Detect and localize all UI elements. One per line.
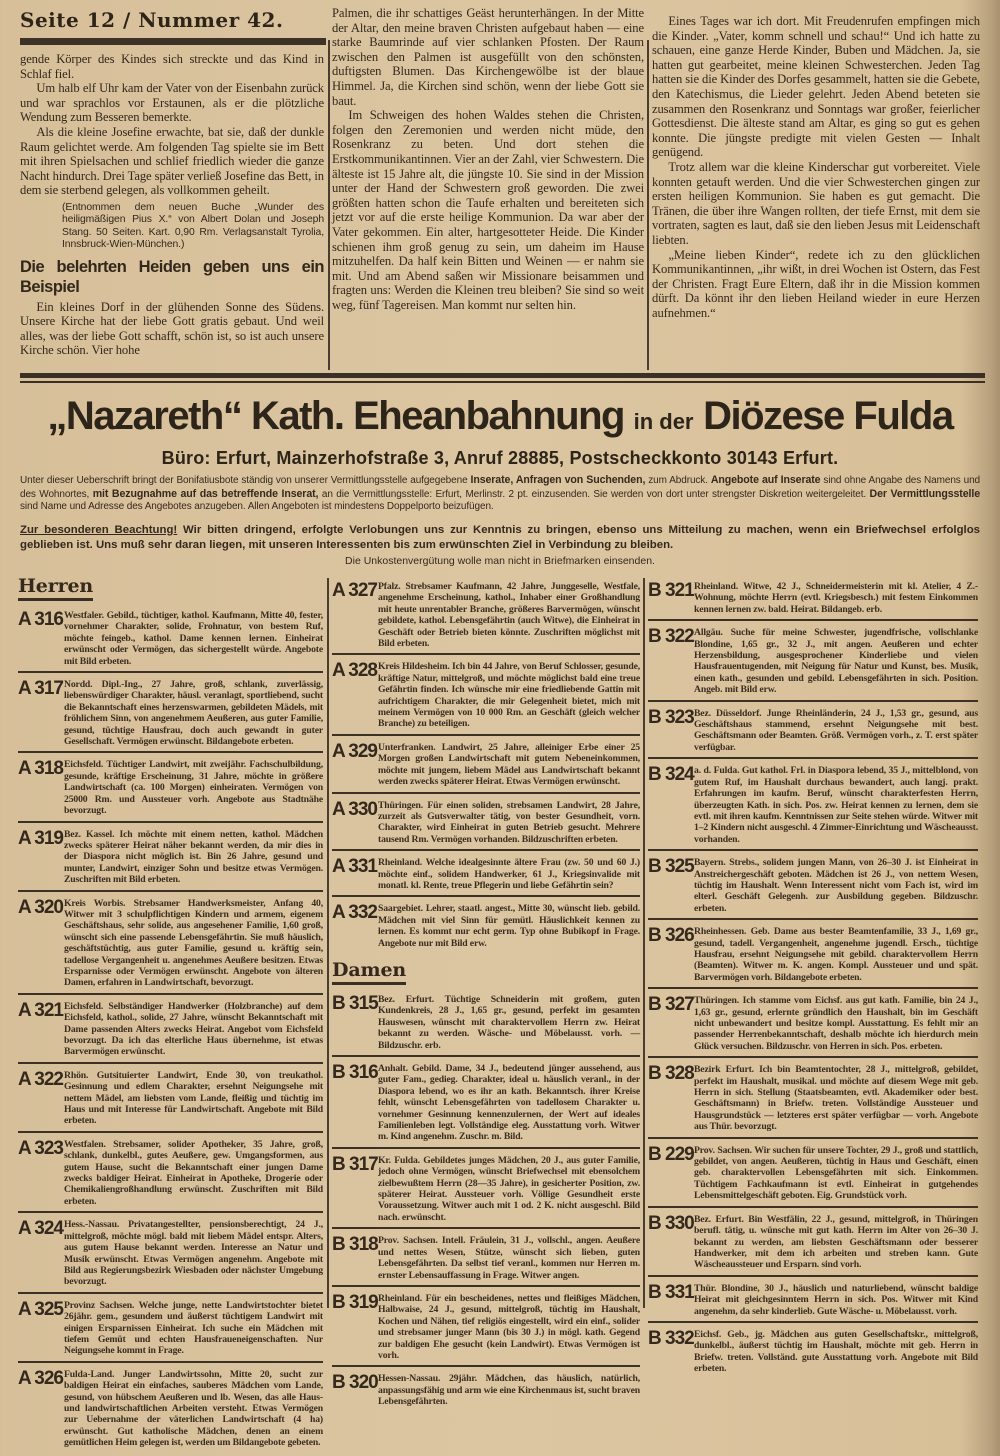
advert-title-main: „Nazareth“ Kath. Eheanbahnung <box>47 394 624 438</box>
advert-intro <box>20 474 980 514</box>
classified-ad <box>332 797 640 852</box>
classified-ad <box>648 1142 978 1208</box>
ad-text: Provinz Sachsen. Welche junge, nette Landwirtstochter bietet 26jähr. gem., gesundem und äußerst tüchtigem Landwirt mit einigen Ersparnissen Einheirat. Ich suche ein Mädchen mit tiefem Gemüt und echten Hausfraueneigenschaften. Nur Neigungsehe kommt in Frage. <box>64 1299 323 1357</box>
intro-text: sind ohne Angabe des Namens und des Wohnortes, <box>20 475 981 500</box>
ad-code: A 318 <box>18 758 63 780</box>
notice-text: Wir bitten dringend, erfolgte Verlobungen uns zur Kenntnis zu bringen, ebenso uns Mitteilung zu machen, wenn ein Briefwechsel erfolglos geblieben ist. Uns muß sehr daran liegen, mit unseren Interessenten bis zum erwünschten Ziel in Verbindung zu bleiben. <box>20 524 981 551</box>
ad-text: Bez. Erfurt. Tüchtige Schneiderin mit großem, guten Kundenkreis, 28 J., 1,65 gr., gesund, perfekt im gesamten Hauswesen, wünscht mit charaktervollem Herrn zw. Heirat bekannt zu werden. Wäsche- und Möbelausst. vorh. — Bildzuschr. erb. <box>378 993 640 1051</box>
ad-text: Bez. Erfurt. Bin Westfälin, 22 J., gesund, mittelgroß, in Thüringen berufl. tätig, u. wünsche mit gut kath. Herrn im Alter von 26–30 J. bekannt zu werden, am liebsten Geschäftsmann oder besserer Handwerker, mit dem ich arbeiten und streben kann. Gute Wäscheaussteuer und Ersparn. sind vorh. <box>694 1213 978 1271</box>
ad-code: B 325 <box>648 856 694 878</box>
ad-code: B 229 <box>648 1143 694 1165</box>
ad-code: A 328 <box>332 660 377 682</box>
ad-text: Prov. Sachsen. Wir suchen für unsere Tochter, 29 J., groß und stattlich, gebildet, von angen. Aeußeren, tüchtig in Haus und Geschäft, einen geb. charaktervollen Lebensgefährten mit sich. Einkommen. Tüchtigem Fachkaufmann ist evtl. Einheirat in gutgehendes Lebensmittelgeschäft geboten. Eig. Grundstück vorh. <box>694 1144 978 1202</box>
ad-text: Eichsfeld. Tüchtiger Landwirt, mit zweijähr. Fachschulbildung, gesunde, kräftige Erscheinung, 31 Jahre, möchte in größere Landwirtschaft (ca. 100 Morgen) einheiraten. Vermögen von 25000 Rm. und Aussteuer vorh. Angebote aus Stadtnähe bevorzugt. <box>64 759 323 817</box>
article-paragraph: Trotz allem war die kleine Kinderschar gut vorbereitet. Viele konnten getauft werden. Und die vier Schwesterchen gingen zur ersten heiligen Kommunion. Sie haben es gut gemacht. Die Tränen, die über ihre Wangen rollten, der tiefe Ernst, mit dem sie vortraten, sagten es laut, daß sie den lieben Jesus mit Leidenschaft liebten. <box>652 159 980 247</box>
ad-text: Eichsf. Geb., jg. Mädchen aus guten Gesellschaftskr., mittelgroß, dunkelbl., äußerst tüchtig im Haushalt, möchte mit geb. Herrn in Briefw. treten. Vollständ. gute Ausstattung vorh. Angebote mit Bild erbeten. <box>694 1328 978 1375</box>
ad-text: Kr. Fulda. Gebildetes junges Mädchen, 20 J., aus guter Familie, jedoch ohne Vermögen, wünscht Briefwechsel mit ebensolchem zielbewußtem Herrn (28—35 Jahre), in gesicherter Position, zw. späterer Heirat. Aussteuer vorh. Völlige Gesundheit erste Voraussetzung. Witwer auch mit 1 od. 2 K. nicht ausgeschl. Bild nach. erwünscht. <box>378 1154 640 1223</box>
classified-ad <box>18 998 323 1064</box>
classified-ad <box>332 1232 640 1287</box>
ad-code: A 327 <box>332 580 377 601</box>
ad-code: B 316 <box>332 1062 378 1083</box>
article-column-3 <box>652 14 980 320</box>
special-notice <box>20 523 980 553</box>
ad-code: B 319 <box>332 1291 378 1313</box>
intro-bold: Der Vermittlungsstelle <box>869 487 980 500</box>
classified-ad <box>648 578 978 621</box>
ads-column-1 <box>18 572 323 1456</box>
office-address: Büro: Erfurt, Mainzerhofstraße 3, Anruf 28885, Postscheckkonto 30143 Erfurt. <box>161 448 839 468</box>
ad-text: Thüringen. Ich stamme vom Eichsf. aus gut kath. Familie, bin 24 J., 1,63 gr., gesund, erlernte gründlich den Haushalt, bin im Geschäft nicht unbewandert und besitze kompl. Ausstattung. Es fehlt mir an passender Herrenbekanntschaft, deshalb möchte ich hierdurch mein Glück versuchen. Bildzuschr. von Herren in sich. Pos. erbeten. <box>694 995 978 1052</box>
classified-ad <box>332 1290 640 1367</box>
ad-text: Westfalen. Strebsamer, solider Apotheker, 35 Jahre, groß, schlank, dunkelbl., gutes Aeußere, gew. Umgangsformen, aus gutem Hause, sucht die Bekanntschaft einer jungen Dame zwecks baldiger Heirat. Einheirat in Apotheke, Drogerie oder Chemikaliengroßhandlung erwünscht. Zuschriften mit Bild erbeten. <box>64 1138 323 1207</box>
ad-text: Rheinland. Witwe, 42 J., Schneidermeisterin mit kl. Atelier, 4 Z.-Wohnung, möchte Herrn (evtl. Kriegsbesch.) mit festem Einkommen kennen lernen zw. bald. Heirat. Bildangeb. erb. <box>694 581 978 615</box>
classified-ad <box>18 1216 323 1293</box>
ad-code: B 315 <box>332 992 378 1014</box>
article-paragraph: Palmen, die ihr schattiges Geäst herunterhängen. In der Mitte der Altar, den meine braven Christen aufgebaut haben — eine starke Baumrinde auf vier schlanken Pfosten. Der Raum zwischen den Palmen ist ausgefüllt von den schönsten, duftigsten Blumen. Das Kirchengewölbe ist der blaue Himmel. Ja, die Kirchen sind schön, wenn der liebe Gott sie baut. <box>332 6 644 108</box>
ad-code: B 323 <box>648 706 694 728</box>
ads-column-2 <box>332 578 640 1415</box>
classified-ad <box>332 1152 640 1229</box>
ad-code: A 322 <box>18 1068 63 1090</box>
classified-ad <box>18 607 323 673</box>
ad-text: Hess.-Nassau. Privatangestellter, pensionsberechtigt, 24 J., mittelgroß, möchte mögl. bald mit liebem Mädel entspr. Alters, aus gutem Hause bekannt werden. Interesse an Natur und Musik erwünscht. Etwas Vermögen angenehm. Angebote mit Bild aus Regierungsbezirk Wiesbaden oder nächster Umgebung bevorzugt. <box>64 1219 323 1288</box>
column-divider <box>328 40 330 370</box>
ad-list <box>332 578 640 953</box>
ad-text: Westfaler. Gebild., tüchtiger, kathol. Kaufmann, Mitte 40, fester, vornehmer Charakter, solide, Frohnatur, von bestem Ruf, möchte feingeb., kathol. Dame kennen lernen. Einheirat erwünscht oder Vermögen, das sichergestellt würde. Angebote mit Bild erbeten. <box>64 610 323 667</box>
ad-text: Bez. Kassel. Ich möchte mit einem netten, kathol. Mädchen zwecks späterer Heirat näher bekannt werden, da mir dies in der Diaspora nicht möglich ist. Bin 26 Jahre, gesund und munter, Landwirt, einziger Sohn und besitze etwas Vermögen. Zuschriften mit Bild erbeten. <box>64 828 323 886</box>
ad-text: Pfalz. Strebsamer Kaufmann, 42 Jahre, Junggeselle, Westfale, angenehme Erscheinung, kathol., Inhaber einer Großhandlung mit heute unrentabler Branche, größeres Barvermögen, wünscht gebildete, kathol. Lebensgefährtin (auch Witwe), die Einheirat in Geschäft oder Betrieb bieten könnte. Zuschriften möglichst mit Bild erbeten. <box>378 581 640 650</box>
ad-code: A 332 <box>332 902 377 924</box>
ad-text: Bezirk Erfurt. Ich bin Beamtentochter, 28 J., mittelgroß, gebildet, perfekt im Haushalt, musikal. und möchte auf diesem Wege mit geb. Herrn in sich. Stellung (Staatsbeamten, evtl. Akademiker oder best. Geschäftsmann) in Briefw. treten. Vollständige Aussteuer und Hausgrundstück — letzteres erst später verfügbar — vorh. Angebote aus Thür. bevorzugt. <box>694 1064 978 1133</box>
classified-ad <box>648 923 978 989</box>
ad-code: B 327 <box>648 994 694 1016</box>
ad-text: Rheinhessen. Geb. Dame aus bester Beamtenfamilie, 33 J., 1,69 gr., gesund, tadell. Vergangenheit, angenehme jugendl. Ersch., tüchtige Hausfrau, ersehnt Neigungsehe mit gebild. charaktervollem Herrn (Beamten). Witwer m. K. angen. Kompl. Aussteuer und und spät. Barvermögen vorh. Bildangebote erbeten. <box>694 926 978 983</box>
ad-text: Bez. Düsseldorf. Junge Rheinländerin, 24 J., 1,53 gr., gesund, aus Geschäftshaus stammend, ersehnt Neigungsehe mit best. Geschäftsmann oder Beamten. Größ. Vermögen vorh., z. T. erst später verfügbar. <box>694 707 978 753</box>
article-column-2 <box>332 6 644 312</box>
article-heading: Die belehrten Heiden geben uns ein Beispiel <box>20 257 324 296</box>
classified-ad <box>648 854 978 920</box>
article-paragraph: Ein kleines Dorf in der glühenden Sonne des Südens. Unsere Kirche hat der liebe Gott gratis gebaut. Und weil alles, was der liebe Gott schafft, schön ist, so ist auch unsere Kirche schön. Vier hohe <box>20 299 324 358</box>
classified-ad <box>648 762 978 851</box>
ad-text: Thür. Blondine, 30 J., häuslich und naturliebend, wünscht baldige Heirat mit gleichgesinntem Herrn in sich. Pos. Witwer mit Kind angenehm, da sehr kinderlieb. Gute Wäsche- u. Möbelausst. vorh. <box>694 1282 978 1317</box>
article-paragraph: Als die kleine Josefine erwachte, bat sie, daß der dunkle Raum gelichtet werde. Am folgenden Tag spielte sie im Bett mit ihren Spielsachen und schlief friedlich wieder die ganze Nacht hindurch. Drei Tage später verließ Josefine das Bett, in dem sie sterbend gelegen, als vollkommen geheilt. <box>20 124 324 198</box>
classified-ad <box>332 739 640 794</box>
section-heading-men: Herren <box>18 574 93 601</box>
article-column-1 <box>20 52 324 358</box>
classified-ad <box>332 900 640 953</box>
classified-ad <box>332 1370 640 1411</box>
article-paragraph: „Meine lieben Kinder“, redete ich zu den glücklichen Kommunikantinnen, „ihr wißt, in drei Wochen ist Ostern, das Fest der Christen. Fragt Eure Eltern, daß ihr in die Mission kommen dürft. Da könnt ihr den lieben Heiland wieder in eure Herzen aufnehmen.“ <box>652 247 980 320</box>
ad-code: B 317 <box>332 1153 378 1175</box>
column-divider <box>643 578 645 1308</box>
ad-text: Nordd. Dipl.-Ing., 27 Jahre, groß, schlank, zuverlässig, liebenswürdiger Charakter, häusl. veranlagt, sportliebend, sucht die Bekanntschaft eines herzenswarmen, gebildeten Mädels, mit fröhlichem Sinn, von angenehmem Aeußeren, aus guter Familie, gesund, tüchtige Hausfrau, doch auch gewandt in guter Gesellschaft. Vermögen erwünscht. Bildangebote erbeten. <box>64 679 323 748</box>
article-paragraph: gende Körper des Kindes sich streckte und das Kind in Schlaf fiel. <box>20 52 324 81</box>
section-rule <box>20 381 985 383</box>
ad-code: B 318 <box>332 1234 378 1256</box>
classified-ad <box>648 1211 978 1277</box>
ad-code: A 321 <box>18 999 63 1021</box>
ad-code: A 316 <box>18 609 63 630</box>
classified-ad <box>18 1136 323 1213</box>
intro-text: Unter dieser Ueberschrift bringt der Bonifatiusbote ständig von unserer Vermittlungsstelle aufgegebene <box>20 475 468 486</box>
intro-bold: Angebote auf Inserate <box>710 474 821 486</box>
intro-bold: Inserate, Anfragen von Suchenden, <box>470 474 646 486</box>
column-divider <box>327 578 329 1308</box>
ad-text: Allgäu. Suche für meine Schwester, jugendfrische, vollschlanke Blondine, 1,65 gr., 32 J., mit angen. Aeußeren und echter Herzensbildung, ausgesprochener Kinderliebe und vielen Hausfrauentugenden, mit Neigung für Natur und Kunst, bes. Musik, einen kath., gesunden und gebild. Lebensgefährten in sich. Position. Angeb. mit Bild erw. <box>694 627 978 696</box>
classified-ad <box>18 895 323 995</box>
classified-ad <box>648 1326 978 1379</box>
advert-title <box>20 386 980 452</box>
classified-ad <box>648 1280 978 1323</box>
ad-text: Thüringen. Für einen soliden, strebsamen Landwirt, 28 Jahre, zurzeit als Gutsverwalter tätig, von bester Gesundheit, vorn. Charakter, wird Einheirat in guten Betrieb gesucht. Mehrere tausend Rm. Vermögen vorhanden. Bildzuschriften erbeten. <box>378 799 640 845</box>
intro-bold: mit Bezugnahme auf das betreffende Inserat, <box>92 487 319 500</box>
page-header: Seite 12 / Nummer 42. <box>20 8 284 32</box>
ad-code: B 326 <box>648 925 694 947</box>
ad-code: B 332 <box>648 1327 694 1349</box>
ad-code: B 328 <box>648 1063 694 1085</box>
ad-code: B 321 <box>648 580 694 601</box>
ad-code: B 324 <box>648 764 694 786</box>
ad-text: Unterfranken. Landwirt, 25 Jahre, alleiniger Erbe einer 25 Morgen großen Landwirtschaft mit gutem Nebeneinkommen, möchte mit jungem, liebem Mädel aus Landwirtschaft bekannt werden zwecks späterer Heirat. Etwas Vermögen erwünscht. <box>378 741 640 788</box>
ad-text: Rhön. Gutsituierter Landwirt, Ende 30, von treukathol. Gesinnung und edlem Charakter, ersehnt Neigungsehe mit nettem Mädel, am liebsten vom Lande, fleißig und tüchtig im Haus und mit Interesse für Landwirtschaft. Angebote mit Bild erbeten. <box>64 1069 323 1127</box>
ad-code: A 330 <box>332 798 377 820</box>
ad-text: Prov. Sachsen. Intell. Fräulein, 31 J., vollschl., angen. Aeußere und nettes Wesen, Stütze, wünscht sich lieben, guten Lebensgefährten. Da selbst tief veranl., kommen nur Herren m. ernster Lebensauffassung in Frage. Witwer angen. <box>378 1235 640 1281</box>
intro-text: sind Name und Adresse des Angebotes anzugeben. Allen Angeboten ist mindestens Doppelporto beizufügen. <box>20 501 494 512</box>
classified-ad <box>18 826 323 892</box>
ad-code: B 330 <box>648 1212 694 1234</box>
intro-text: zum Abdruck. <box>648 475 708 486</box>
article-paragraph: Eines Tages war ich dort. Mit Freudenrufen empfingen mich die Kinder. „Vater, komm schnell und schau!“ Und ich hatte zu schauen, eine ganze Herde Kinder, Buben und Mädchen. Ja, sie hatten gut gearbeitet, meine kleinen Schwesterchen. Jeden Tag hatten sie die Kinder des Dorfes gesammelt, hatten sie die Gebete, den Katechismus, die Lieder gelehrt. Jeden Abend beteten sie zusammen den Rosenkranz und Sonntags war großer, feierlicher Gottesdienst. Die älteste stand am Altar, es ging so gut es gehen konnte. Die jüngste predigte mit vielen Gesten — Inhalt genügend. <box>652 14 980 160</box>
ad-code: B 322 <box>648 626 694 648</box>
ad-text: Bayern. Strebs., solidem jungen Mann, von 26–30 J. ist Einheirat in Anstreichergeschäft geboten. Mädchen ist 26 J., von nettem Wesen, tüchtig im Haushalt. Wenn Interessent nicht vom Fach ist, wird im elterl. Geschäft Gelegenh. zur Ausbildung gegeben. Bildzuschr. erbeten. <box>694 857 978 914</box>
ad-code: A 317 <box>18 678 63 700</box>
ad-list <box>332 991 640 1412</box>
classified-ad <box>18 1366 323 1453</box>
ad-code: A 325 <box>18 1298 63 1320</box>
classified-ad <box>18 1067 323 1133</box>
ad-code: A 323 <box>18 1137 63 1159</box>
column-divider <box>647 40 649 370</box>
ad-text: Saargebiet. Lehrer, staatl. angest., Mitte 30, wünscht lieb. gebild. Mädchen mit viel Sinn für gemütl. Häuslichkeit kennen zu lernen. Es kommt nur echt germ. Typ ohne Bubikopf in Frage. Angebote nur mit Bild erw. <box>378 903 640 949</box>
classified-ad <box>18 1297 323 1363</box>
source-note: (Entnommen dem neuen Buche „Wunder des heiligmäßigen Pius X.“ von Albert Dolan und Joseph Stang. 50 Seiten. Kart. 0,90 Rm. Verlagsanstalt Tyrolia, Innsbruck-Wien-München.) <box>62 201 324 251</box>
ad-text: Fulda-Land. Junger Landwirtssohn, Mitte 20, sucht zur baldigen Heirat ein einfaches, sauberes Mädchen vom Lande, gesund, von hübschem Aeußeren und lb. Wesen, das alle Haus- und landwirtschaftlichen Arbeiten versteht. Etwas Vermögen zur Uebernahme der väterlichen Landwirtschaft (4 ha) erwünscht. Gut katholische Mädchen, denen an einem gemütlichen Heim gelegen ist, werden um Bildangebote gebeten. <box>64 1368 323 1449</box>
classified-ad <box>648 624 978 701</box>
classified-ad <box>18 676 323 753</box>
ad-code: A 324 <box>18 1218 63 1240</box>
ad-text: Kreis Hildesheim. Ich bin 44 Jahre, von Beruf Schlosser, gesunde, kräftige Natur, mittelgroß, und möchte möglichst bald eine treue Gefährtin finden. Ich wünsche mir eine friedliebende Gattin mit aufrichtigem Charakter, die mir Gelegenheit bietet, mich mit meinem Vermögen von 10 000 Rm. an Geschäft (gleich welcher Branche) zu beteiligen. <box>378 661 640 730</box>
ad-text: Rheinland. Welche idealgesinnte ältere Frau (zw. 50 und 60 J.) möchte einf., solidem Handwerker, 61 J., Kriegsinvalide mit monatl. kl. Rente, treue Pflegerin und liebe Gefährtin sein? <box>378 857 640 891</box>
ad-code: B 331 <box>648 1281 694 1303</box>
classified-ad <box>332 1060 640 1149</box>
section-heading-women: Damen <box>332 958 406 985</box>
closing-note: Die Unkostenvergütung wolle man nicht in Briefmarken einsenden. <box>345 555 655 567</box>
classified-ad <box>648 992 978 1058</box>
ad-text: Hessen-Nassau. 29jähr. Mädchen, das häuslich, natürlich, anpassungsfähig und arm wie eine Kirchenmaus ist, sucht braven Lebensgefährten. <box>378 1373 640 1408</box>
ad-code: B 320 <box>332 1372 378 1394</box>
notice-label: Zur besonderen Beachtung! <box>20 524 178 536</box>
ad-code: A 319 <box>18 827 63 849</box>
classified-ad <box>332 578 640 655</box>
classified-ad <box>18 756 323 822</box>
intro-text: an die Vermittlungsstelle: Erfurt, Merlinstr. 2 pt. einzusenden. Sie werden von dort unter strengster Diskretion weitergeleitet. <box>321 488 867 500</box>
classified-ad <box>332 658 640 735</box>
section-rule <box>20 373 985 378</box>
ad-text: Kreis Worbis. Strebsamer Handwerksmeister, Anfang 40, Witwer mit 3 schulpflichtigen Kindern und armem, eigenem Geschäftshaus, sehr solide, aus angesehener Familie, 1,60 groß, wünscht sich eine passende Lebensgefährtin. Sie muß häuslich, geschäftstüchtig, aus guter Familie, gesund u. kräftig sein, tadellose Vergangenheit u. angenehmes Aeußere besitzen. Etwas Ersparnisse oder Vermögen erwünscht. Angebote von älteren Damen, erfahren in Landwirtschaft, bevorzugt. <box>64 897 323 989</box>
ad-list <box>18 607 323 1453</box>
advert-title-end: Diözese Fulda <box>703 394 953 438</box>
ad-code: A 326 <box>18 1367 63 1389</box>
ad-list <box>648 578 978 1379</box>
article-paragraph: Um halb elf Uhr kam der Vater von der Eisenbahn zurück und war sprachlos vor Erstaunen, als er die plötzliche Wendung zum Besseren bemerkte. <box>20 81 324 125</box>
classified-ad <box>648 705 978 760</box>
classified-ad <box>648 1061 978 1138</box>
ad-code: A 329 <box>332 740 377 762</box>
header-rule <box>20 38 326 45</box>
ad-text: Rheinland. Für ein bescheidenes, nettes und fleißiges Mädchen, Halbwaise, 24 J., gesund, mittelgroß, tüchtig im Haushalt, Kochen und Nähen, tief religiös eingestellt, wird ein einf., solider und strebsamer junger Mann (bis 30 J.) in mögl. kath. Gegend zur baldigen Ehe gesucht (kein Landwirt). Etwas Vermögen ist vorh. <box>378 1292 640 1361</box>
ads-column-3 <box>648 578 978 1382</box>
ad-code: A 331 <box>332 856 377 878</box>
ad-text: Eichsfeld. Selbständiger Handwerker (Holzbranche) auf dem Eichsfeld, kathol., solide, 27 Jahre, wünscht Bekanntschaft mit Dame passenden Alters zwecks Heirat. Angebot vom Eichsfeld bevorzugt. Da ich das elterliche Haus übernehme, ist etwas Barvermögen erwünscht. <box>64 1000 323 1058</box>
ad-text: a. d. Fulda. Gut kathol. Frl. in Diaspora lebend, 35 J., mittelblond, von gutem Ruf, im Haushalt durchaus bewandert, auch langj. prakt. Erfahrungen im kaufm. Beruf, wünscht charakterfesten Herrn, überzeugten Kath. in sich. Pos. zw. Heirat kennen zu lernen, dem sie evtl. mit ihren kaufm. Kenntnissen zur Seite stehen würde. Witwer mit 1–2 Kindern nicht ausgeschl. 4 Zimmer-Einrichtung und Wäscheausst. vorhanden. <box>694 765 978 845</box>
ad-text: Anhalt. Gebild. Dame, 34 J., bedeutend jünger aussehend, aus guter Fam., gedieg. Charakter, ideal u. häuslich veranl., in der Diaspora lebend, wo es ihr an kath. Bekanntsch. ihrer Kreise fehlt, wünscht Lebensgefährten von tadellosem Charakter u. vornehmer Gesinnung kennenzulernen, der Wert auf ideales Familienleben legt. Vollständige eleg. Ausstattung vorh. Witwer m. Kind angenehm. Zuschr. m. Bild. <box>378 1063 640 1143</box>
advert-title-mid: in der <box>633 409 694 434</box>
classified-ad <box>332 854 640 897</box>
article-paragraph: Im Schweigen des hohen Waldes stehen die Christen, folgen den Zeremonien und werden nicht müde, den Rosenkranz zu beten. Und dort stehen die Erstkommunikantinnen. Vier an der Zahl, vier Schwestern. Die älteste ist 15 Jahre alt, die jüngste 10. Sie sind in der Mission unter der Hand der Schwestern groß geworden. Die zwei größten hatten schon die Taufe erhalten und bereiteten sich jetzt vor auf die erste heilige Kommunion. Da war aber der Vater gekommen. Ein alter, hartgesotteter Heide. Die Kinder schienen ihm groß genug zu sein, um daheim im Hause mitzuhelfen. Da half kein Bitten und Weinen — er nahm sie mit. Und am Abend saßen wir Missionare beisammen und fragten uns: Werden die Kleinen treu bleiben? Sie sind so weit weg, fünf Tagereisen. Man kommt nur selten hin. <box>332 108 644 312</box>
classified-ad <box>332 991 640 1057</box>
ad-code: A 320 <box>18 896 63 918</box>
